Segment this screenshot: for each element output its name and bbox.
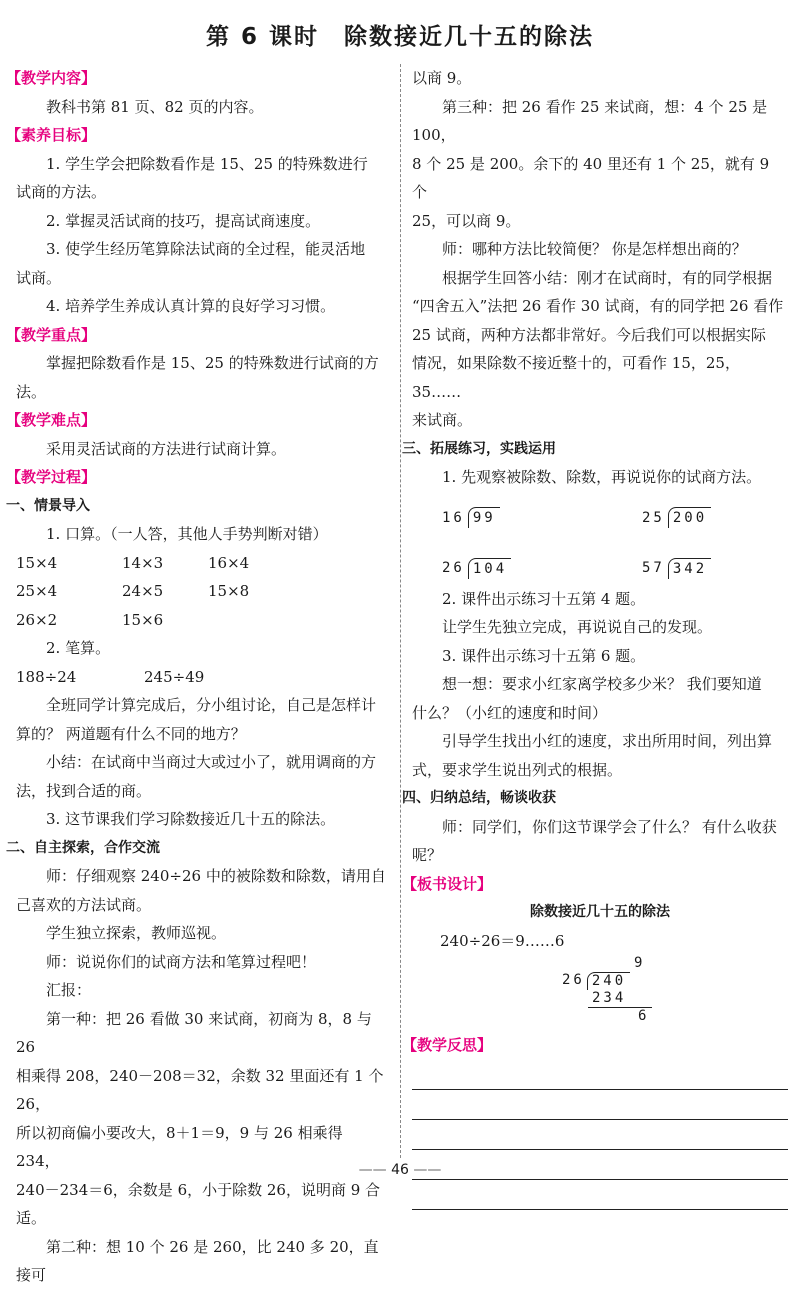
writing-line <box>412 1180 788 1210</box>
oral-item: 14×3 <box>122 553 164 572</box>
board-quotient: 9 <box>634 955 646 971</box>
lesson-line: 3. 这节课我们学习除数接近几十五的除法。 <box>46 810 336 828</box>
section-tag-difficulty: 【教学难点】 <box>6 411 97 429</box>
division-row <box>442 554 788 583</box>
step-heading: 四、归纳总结，畅谈收获 <box>402 790 556 806</box>
board-title: 除数接近几十五的除法 <box>530 904 670 920</box>
long-division <box>442 504 582 533</box>
section-tag-goals: 【素养目标】 <box>6 126 97 144</box>
method-line: 以商 9。 <box>412 69 472 87</box>
goal-line: 2. 掌握灵活试商的技巧，提高试商速度。 <box>46 211 321 230</box>
method-line: 25，可以商 9。 <box>412 211 521 230</box>
oral-item: 15×4 <box>16 553 58 572</box>
written-item: 188÷24 <box>16 667 77 686</box>
method-line: 第三种：把 26 看作 25 来试商，想：4 个 25 是 100， <box>412 97 768 144</box>
step-heading: 一、情景导入 <box>6 497 90 514</box>
page-title: 第 6 课时 除数接近几十五的除法 <box>205 24 595 50</box>
board-division-line <box>562 972 788 990</box>
exercise-line: 3. 课件出示练习十五第 6 题。 <box>442 646 646 665</box>
method-line: 相乘得 208，240－208＝32，余数 32 里面还有 1 个 26， <box>16 1066 384 1113</box>
board-long-division <box>562 955 788 1025</box>
written-item: 245÷49 <box>144 667 205 686</box>
content-text: 教科书第 81 页、82 页的内容。 <box>46 97 264 116</box>
board-remainder: 6 <box>638 1008 650 1024</box>
oral-row <box>16 606 388 635</box>
oral-heading: 1. 口算。（一人答，其他人手势判断对错） <box>46 525 328 543</box>
board-dividend: 240 <box>587 972 630 990</box>
page-number: —— 46 —— <box>358 1162 442 1178</box>
reflection-lines <box>412 1060 788 1210</box>
method-line: 第一种：把 26 看做 30 来试商，初商为 8，8 与 26 <box>16 1009 372 1056</box>
conclusion-line: 情况，如果除数不接近整十的，可看作 15，25，35…… <box>412 354 740 401</box>
method-line: 所以初商偏小要改大，8＋1＝9，9 与 26 相乘得 234， <box>16 1123 343 1170</box>
dividend: 200 <box>668 507 711 528</box>
section-tag-process: 【教学过程】 <box>6 468 97 486</box>
board-divisor: 26 <box>562 972 585 988</box>
right-column <box>402 64 788 1210</box>
guide-line: 式，要求学生说出列式的根据。 <box>412 760 623 779</box>
key-line: 掌握把除数看作是 15、25 的特殊数进行试商的方 <box>46 354 379 372</box>
board-product: 234 <box>588 990 652 1008</box>
board-equation: 240÷26＝9……6 <box>440 931 565 950</box>
left-column <box>6 64 388 1290</box>
method-line: 240－234＝6，余数是 6，小于除数 26，说明商 9 合适。 <box>16 1180 381 1227</box>
page-number-value: 46 <box>391 1162 409 1178</box>
step-heading: 三、拓展练习，实践运用 <box>402 440 556 457</box>
goal-line: 试商的方法。 <box>16 183 107 201</box>
oral-item: 15×8 <box>208 582 250 600</box>
closing-line: 呢？ <box>412 846 443 864</box>
oral-item: 26×2 <box>16 610 58 629</box>
difficulty-text: 采用灵活试商的方法进行试商计算。 <box>46 439 287 458</box>
method-line: 8 个 25 是 200。余下的 40 里还有 1 个 25，就有 9 个 <box>412 154 770 201</box>
division-row <box>442 504 788 533</box>
summary-line: 小结：在试商中当商过大或过小了，就用调商的方 <box>46 753 377 771</box>
dividend: 342 <box>668 558 711 579</box>
closing-line: 师：同学们，你们这节课学会了什么？ 有什么收获 <box>442 817 777 836</box>
key-line: 法。 <box>16 382 47 401</box>
goal-line: 1. 学生学会把除数看作是 15、25 的特殊数进行 <box>46 154 368 173</box>
dividend: 99 <box>468 507 500 528</box>
method-line: 第二种：想 10 个 26 是 260，比 240 多 20，直接可 <box>16 1237 379 1284</box>
oral-row <box>16 577 388 606</box>
teacher-line: 师：说说你们的试商方法和笔算过程吧！ <box>46 952 317 971</box>
section-tag-content: 【教学内容】 <box>6 69 97 87</box>
step-heading: 二、自主探索，合作交流 <box>6 839 160 856</box>
oral-item: 25×4 <box>16 582 58 600</box>
long-division <box>442 554 582 583</box>
writing-line <box>412 1120 788 1150</box>
oral-item: 16×4 <box>208 553 250 572</box>
divisor: 57 <box>642 560 665 576</box>
discuss-line: 算的？ 两道题有什么不同的地方？ <box>16 724 246 743</box>
observe-line: 1. 先观察被除数、除数，再说说你的试商方法。 <box>442 468 762 486</box>
think-line: 什么？（小红的速度和时间） <box>412 703 608 722</box>
conclusion-line: “四舍五入”法把 26 看作 30 试商，有的同学把 26 看作 <box>412 297 784 315</box>
section-tag-board: 【板书设计】 <box>402 874 493 893</box>
divisor: 26 <box>442 560 465 576</box>
conclusion-line: 根据学生回答小结：刚才在试商时，有的同学根据 <box>442 268 773 287</box>
written-row <box>16 663 388 692</box>
summary-line: 法，找到合适的商。 <box>16 781 152 800</box>
conclusion-line: 来试商。 <box>412 411 473 429</box>
long-division <box>642 554 711 583</box>
oral-item: 24×5 <box>122 582 164 600</box>
oral-item: 15×6 <box>122 610 164 629</box>
writing-line <box>412 1060 788 1090</box>
long-division <box>642 504 711 533</box>
think-line: 想一想：要求小红家离学校多少米？ 我们要知道 <box>442 675 762 693</box>
column-divider <box>400 64 401 1158</box>
teacher-line: 己喜欢的方法试商。 <box>16 895 152 914</box>
written-heading: 2. 笔算。 <box>46 639 111 657</box>
teacher-line: 师：仔细观察 240÷26 中的被除数和除数，请用自 <box>46 867 386 885</box>
oral-row <box>16 549 388 578</box>
discuss-line: 全班同学计算完成后，分小组讨论，自己是怎样计 <box>46 696 377 714</box>
divisor: 16 <box>442 509 465 526</box>
exercise-line: 让学生先独立完成，再说说自己的发现。 <box>442 618 713 636</box>
divisor: 25 <box>642 509 665 526</box>
goal-line: 4. 培养学生养成认真计算的良好学习习惯。 <box>46 297 336 315</box>
section-tag-reflection: 【教学反思】 <box>402 1036 493 1054</box>
guide-line: 引导学生找出小红的速度，求出所用时间，列出算 <box>442 732 773 750</box>
exercise-line: 2. 课件出示练习十五第 4 题。 <box>442 589 646 608</box>
dividend: 104 <box>468 558 511 579</box>
goal-line: 3. 使学生经历笔算除法试商的全过程，能灵活地 <box>46 240 366 258</box>
question-line: 师：哪种方法比较简便？ 你是怎样想出商的？ <box>442 240 747 258</box>
writing-line <box>412 1090 788 1120</box>
section-tag-key: 【教学重点】 <box>6 325 97 344</box>
conclusion-line: 25 试商，两种方法都非常好。今后我们可以根据实际 <box>412 325 766 344</box>
report-line: 汇报： <box>46 981 92 999</box>
explore-line: 学生独立探索，教师巡视。 <box>46 924 227 942</box>
goal-line: 试商。 <box>16 268 62 287</box>
